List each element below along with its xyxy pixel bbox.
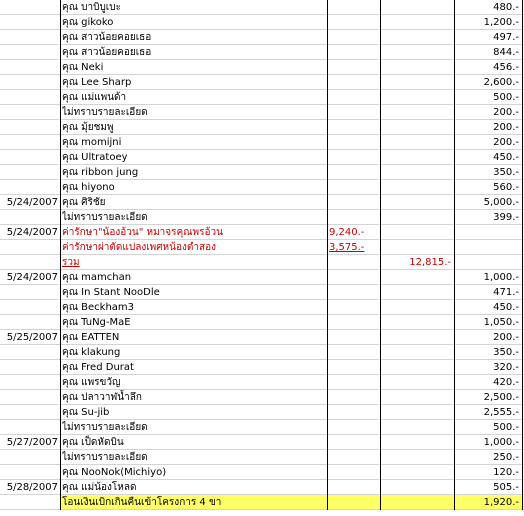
table-row <box>0 360 524 375</box>
description-cell: ไม่ทราบรายละเอียด <box>62 107 148 118</box>
description-cell: คุณ ribbon jung <box>62 167 139 178</box>
description-cell: ค่ารักษา"น้องอ้วน" หมาจรคุณพรอ้วน <box>62 227 223 238</box>
subamount-cell <box>329 60 377 75</box>
table-row <box>0 45 524 60</box>
subamount-cell <box>329 255 377 270</box>
description-cell: ไม่ทราบรายละเอียด <box>62 452 148 463</box>
total-cell <box>383 30 451 45</box>
description-cell: โอนเงินเบิกเกินคืนเข้าโครงการ 4 ขา <box>62 497 222 508</box>
subamount-cell <box>329 45 377 60</box>
total-cell <box>383 45 451 60</box>
table-row <box>0 210 524 225</box>
amount-cell: 2,500.- <box>483 392 519 403</box>
date-cell <box>2 300 58 315</box>
description-cell: คุณ EATTEN <box>62 332 120 343</box>
date-cell <box>2 255 58 270</box>
description-cell: คุณ Beckham3 <box>62 302 135 313</box>
table-row <box>0 240 524 255</box>
total-cell <box>383 0 451 15</box>
date-cell: 5/25/2007 <box>6 332 58 343</box>
date-cell <box>2 150 58 165</box>
total-cell <box>383 450 451 465</box>
date-cell: 5/27/2007 <box>6 437 58 448</box>
date-cell <box>2 60 58 75</box>
date-cell <box>2 390 58 405</box>
column-border <box>327 0 328 510</box>
date-cell <box>2 405 58 420</box>
table-row <box>0 225 524 240</box>
total-cell <box>383 15 451 30</box>
date-cell <box>2 135 58 150</box>
amount-cell: 320.- <box>493 362 519 373</box>
description-cell: คุณ gikoko <box>62 17 114 28</box>
date-cell <box>2 15 58 30</box>
date-cell: 5/28/2007 <box>6 482 58 493</box>
table-row <box>0 180 524 195</box>
amount-cell: 560.- <box>493 182 519 193</box>
date-cell <box>2 495 58 510</box>
subamount-cell <box>329 435 377 450</box>
total-cell <box>383 90 451 105</box>
amount-cell: 350.- <box>493 167 519 178</box>
description-cell: คุณ บาบิบูเบะ <box>62 2 121 13</box>
table-row <box>0 15 524 30</box>
table-row <box>0 270 524 285</box>
table-row <box>0 300 524 315</box>
subamount-cell <box>329 210 377 225</box>
description-cell: คุณ klakung <box>62 347 121 358</box>
total-cell <box>383 330 451 345</box>
table-row <box>0 435 524 450</box>
description-cell: คุณ NooNok(Michiyo) <box>62 467 167 478</box>
table-row <box>0 330 524 345</box>
amount-cell: 399.- <box>493 212 519 223</box>
table-row <box>0 405 524 420</box>
amount-cell: 200.- <box>493 107 519 118</box>
subamount-cell <box>329 90 377 105</box>
table-row <box>0 30 524 45</box>
amount-cell: 2,600.- <box>483 77 519 88</box>
row-gridline <box>0 509 524 510</box>
amount-cell: 200.- <box>493 137 519 148</box>
amount-cell: 1,050.- <box>483 317 519 328</box>
description-cell: คุณ momijni <box>62 137 122 148</box>
date-cell <box>2 105 58 120</box>
total-cell <box>383 480 451 495</box>
total-cell <box>383 390 451 405</box>
total-cell <box>383 345 451 360</box>
date-cell <box>2 375 58 390</box>
subamount-cell: 3,575.- <box>329 242 365 253</box>
total-cell <box>383 165 451 180</box>
date-cell <box>2 450 58 465</box>
amount-cell: 350.- <box>493 347 519 358</box>
subamount-cell <box>329 465 377 480</box>
description-cell: คุณ Lee Sharp <box>62 77 132 88</box>
table-row <box>0 465 524 480</box>
amount-cell <box>457 255 519 270</box>
subamount-cell: 9,240.- <box>329 227 365 238</box>
subamount-cell <box>329 0 377 15</box>
description-cell: คุณ แม่แพนด้า <box>62 92 127 103</box>
total-cell <box>383 180 451 195</box>
table-row <box>0 420 524 435</box>
date-cell: 5/24/2007 <box>6 272 58 283</box>
total-cell <box>383 150 451 165</box>
date-cell <box>2 0 58 15</box>
description-cell: คุณ สาวน้อยคอยเธอ <box>62 47 152 58</box>
column-border <box>380 0 381 510</box>
description-cell: คุณ Fred Durat <box>62 362 134 373</box>
amount-cell <box>457 240 519 255</box>
table-row <box>0 495 524 510</box>
description-cell: คุณ ศิริชัย <box>62 197 106 208</box>
table-row <box>0 120 524 135</box>
table-row <box>0 150 524 165</box>
subamount-cell <box>329 120 377 135</box>
total-cell <box>383 300 451 315</box>
description-cell: คุณ มุ้ยชมพู <box>62 122 114 133</box>
date-cell <box>2 75 58 90</box>
table-row <box>0 165 524 180</box>
amount-cell: 5,000.- <box>483 197 519 208</box>
description-cell: คุณ Su-jib <box>62 407 110 418</box>
date-cell <box>2 30 58 45</box>
total-cell: 12,815.- <box>409 257 451 268</box>
subamount-cell <box>329 30 377 45</box>
table-row <box>0 390 524 405</box>
subamount-cell <box>329 315 377 330</box>
subamount-cell <box>329 450 377 465</box>
date-cell <box>2 165 58 180</box>
date-cell <box>2 465 58 480</box>
subamount-cell <box>329 495 377 510</box>
total-cell <box>383 315 451 330</box>
subamount-cell <box>329 405 377 420</box>
subamount-cell <box>329 180 377 195</box>
date-cell <box>2 345 58 360</box>
total-cell <box>383 420 451 435</box>
amount-cell: 450.- <box>493 152 519 163</box>
subamount-cell <box>329 15 377 30</box>
total-cell <box>383 210 451 225</box>
date-cell <box>2 420 58 435</box>
total-cell <box>383 465 451 480</box>
total-cell <box>383 435 451 450</box>
amount-cell: 120.- <box>493 467 519 478</box>
amount-cell: 2,555.- <box>483 407 519 418</box>
date-cell <box>2 240 58 255</box>
subamount-cell <box>329 75 377 90</box>
total-cell <box>383 285 451 300</box>
date-cell <box>2 285 58 300</box>
subamount-cell <box>329 150 377 165</box>
description-cell: คุณ แพรขวัญ <box>62 377 121 388</box>
amount-cell: 1,200.- <box>483 17 519 28</box>
table-row <box>0 135 524 150</box>
total-cell <box>383 360 451 375</box>
description-cell: ไม่ทราบรายละเอียด <box>62 212 148 223</box>
subamount-cell <box>329 420 377 435</box>
date-cell: 5/24/2007 <box>6 227 58 238</box>
date-cell <box>2 45 58 60</box>
date-cell <box>2 360 58 375</box>
date-cell: 5/24/2007 <box>6 197 58 208</box>
subamount-cell <box>329 105 377 120</box>
total-cell <box>383 225 451 240</box>
total-cell <box>383 75 451 90</box>
description-cell: คุณ เป็ดหัดบิน <box>62 437 124 448</box>
amount-cell: 450.- <box>493 302 519 313</box>
table-row <box>0 75 524 90</box>
subamount-cell <box>329 270 377 285</box>
amount-cell: 497.- <box>493 32 519 43</box>
subamount-cell <box>329 135 377 150</box>
column-border <box>454 0 455 510</box>
description-cell: คุณ ปลาวาฬน้ำลึก <box>62 392 142 403</box>
subamount-cell <box>329 480 377 495</box>
amount-cell: 456.- <box>493 62 519 73</box>
amount-cell: 844.- <box>493 47 519 58</box>
total-cell <box>383 105 451 120</box>
total-cell <box>383 195 451 210</box>
description-cell: คุณ hiyono <box>62 182 115 193</box>
amount-cell: 471.- <box>493 287 519 298</box>
table-row <box>0 195 524 210</box>
table-row <box>0 285 524 300</box>
amount-cell <box>457 225 519 240</box>
column-border <box>522 0 523 510</box>
table-row <box>0 345 524 360</box>
subamount-cell <box>329 345 377 360</box>
total-cell <box>383 60 451 75</box>
table-row <box>0 480 524 495</box>
date-cell <box>2 180 58 195</box>
description-cell: รวม <box>62 257 80 268</box>
table-row <box>0 375 524 390</box>
subamount-cell <box>329 165 377 180</box>
date-cell <box>2 120 58 135</box>
subamount-cell <box>329 375 377 390</box>
amount-cell: 500.- <box>493 92 519 103</box>
amount-cell: 505.- <box>493 482 519 493</box>
date-cell <box>2 90 58 105</box>
amount-cell: 250.- <box>493 452 519 463</box>
description-cell: คุณ Ultratoey <box>62 152 128 163</box>
amount-cell: 200.- <box>493 122 519 133</box>
table-row <box>0 0 524 15</box>
date-cell <box>2 210 58 225</box>
table-row <box>0 315 524 330</box>
amount-cell: 1,920.- <box>483 497 519 508</box>
date-cell <box>2 315 58 330</box>
total-cell <box>383 120 451 135</box>
total-cell <box>383 270 451 285</box>
column-border <box>60 0 61 510</box>
description-cell: คุณ สาวน้อยคอยเธอ <box>62 32 152 43</box>
subamount-cell <box>329 390 377 405</box>
description-cell: คุณ แม่น้องโหลด <box>62 482 137 493</box>
description-cell: คุณ In Stant NooDle <box>62 287 160 298</box>
description-cell: ไม่ทราบรายละเอียด <box>62 422 148 433</box>
subamount-cell <box>329 285 377 300</box>
amount-cell: 480.- <box>493 2 519 13</box>
description-cell: คุณ Neki <box>62 62 104 73</box>
total-cell <box>383 405 451 420</box>
table-row <box>0 255 524 270</box>
amount-cell: 500.- <box>493 422 519 433</box>
amount-cell: 1,000.- <box>483 272 519 283</box>
subamount-cell <box>329 195 377 210</box>
amount-cell: 1,000.- <box>483 437 519 448</box>
table-row <box>0 90 524 105</box>
table-row <box>0 105 524 120</box>
table-row <box>0 60 524 75</box>
subamount-cell <box>329 330 377 345</box>
total-cell <box>383 135 451 150</box>
subamount-cell <box>329 300 377 315</box>
total-cell <box>383 240 451 255</box>
total-cell <box>383 495 451 510</box>
description-cell: คุณ mamchan <box>62 272 132 283</box>
amount-cell: 200.- <box>493 332 519 343</box>
description-cell: คุณ TuNg-MaE <box>62 317 131 328</box>
subamount-cell <box>329 360 377 375</box>
description-cell: ค่ารักษาผ่าตัดแปลงเพศหน้องตำสอง <box>62 242 216 253</box>
amount-cell: 420.- <box>493 377 519 388</box>
table-row <box>0 450 524 465</box>
total-cell <box>383 375 451 390</box>
